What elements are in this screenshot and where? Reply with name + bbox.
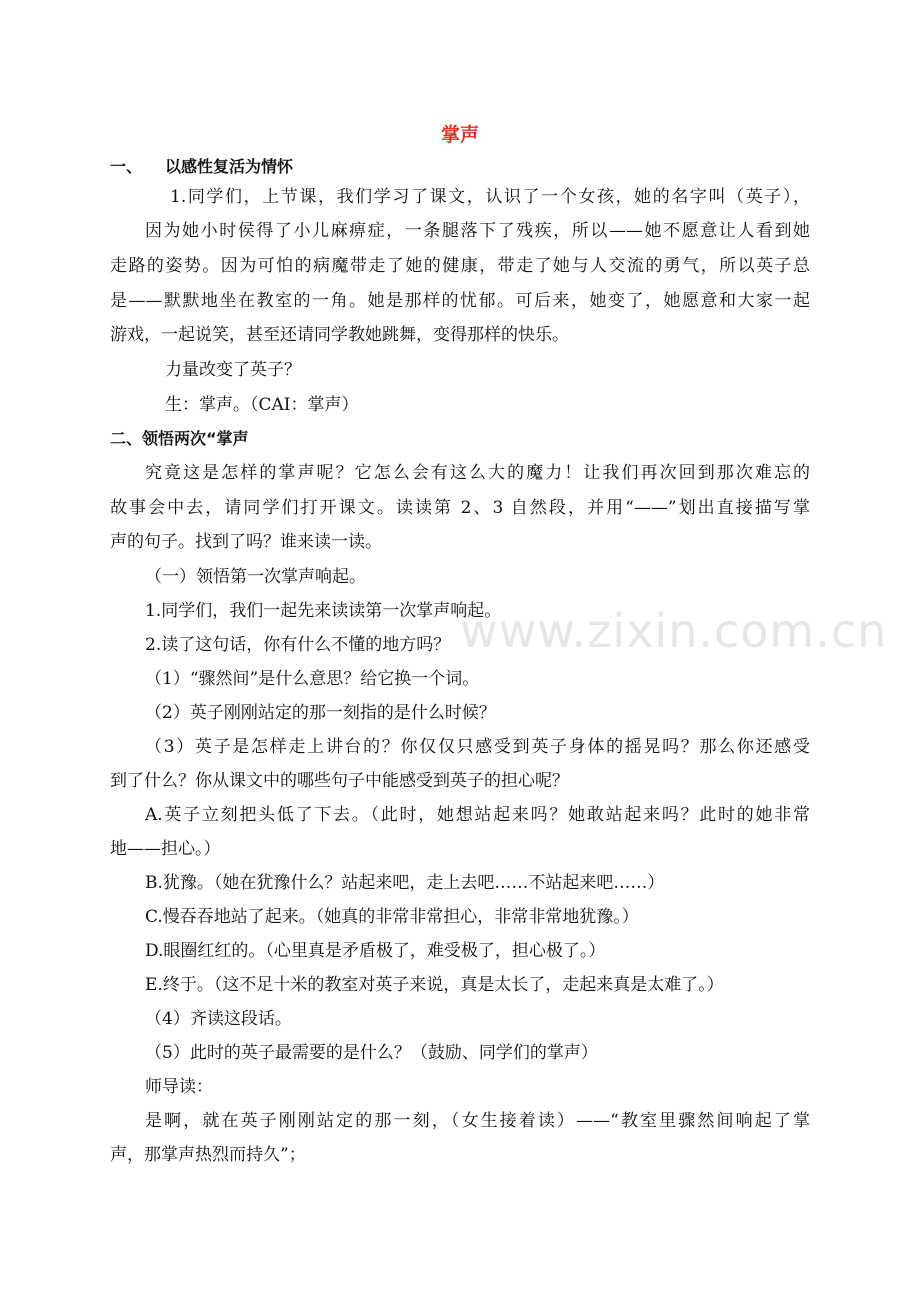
- paragraph-line: 究竟这是怎样的掌声呢？它怎么会有这么大的魔力！让我们再次回到那次难忘的: [145, 463, 810, 483]
- paragraph-line: （5）此时的英子最需要的是什么？（鼓励、同学们的掌声）: [145, 1043, 598, 1063]
- paragraph-line: （一）领悟第一次掌声响起。: [145, 567, 366, 587]
- paragraph-line: （1）“骤然间”是什么意思？给它换一个词。: [145, 669, 480, 689]
- section-number: 一、: [110, 157, 143, 176]
- paragraph-line: A.英子立刻把头低了下去。（此时，她想站起来吗？她敢站起来吗？此时的她非常: [145, 805, 810, 825]
- paragraph-line: 2.读了这句话，你有什么不懂的地方吗？: [145, 635, 451, 655]
- document-title: 掌声: [440, 124, 479, 146]
- section-heading-2: 二、领悟两次“掌声: [110, 429, 249, 448]
- paragraph-line: （3）英子是怎样走上讲台的？你仅仅只感受到英子身体的摇晃吗？那么你还感受: [145, 737, 810, 757]
- paragraph-line: 声的句子。找到了吗？谁来读一读。: [110, 532, 382, 552]
- paragraph-line: E.终于。（这不足十米的教室对英子来说，真是太长了，走起来真是太难了。）: [145, 975, 724, 995]
- paragraph-line: D.眼圈红红的。（心里真是矛盾极了，难受极了，担心极了。）: [145, 941, 606, 961]
- paragraph-line: （2）英子刚刚站定的那一刻指的是什么时候？: [145, 703, 496, 723]
- paragraph-line: 师导读：: [145, 1077, 213, 1097]
- paragraph-line: B.犹豫。（她在犹豫什么？站起来吧，走上去吧……不站起来吧……）: [145, 873, 665, 893]
- paragraph-line: 1.同学们，上节课，我们学习了课文，认识了一个女孩，她的名字叫（英子），: [170, 187, 810, 207]
- paragraph-line: 到了什么？你从课文中的哪些句子中能感受到英子的担心呢？: [110, 771, 569, 791]
- paragraph-line: （4）齐读这段话。: [145, 1009, 292, 1029]
- paragraph-line: 声，那掌声热烈而持久”；: [110, 1145, 306, 1165]
- paragraph-line: 生：掌声。（CAI：掌声）: [165, 395, 359, 415]
- paragraph-line: 因为她小时侯得了小儿麻痹症，一条腿落下了残疾，所以——她不愿意让人看到她: [145, 221, 810, 241]
- paragraph-line: 游戏，一起说笑，甚至还请同学教她跳舞，变得那样的快乐。: [110, 325, 569, 345]
- paragraph-line: 故事会中去，请同学们打开课文。读读第 2、3 自然段，并用“——”划出直接描写掌: [110, 498, 810, 518]
- paragraph-line: 是——默默地坐在教室的一角。她是那样的忧郁。可后来，她变了，她愿意和大家一起: [110, 291, 810, 311]
- section-title: 以感性复活为情怀: [165, 157, 294, 176]
- paragraph-line: 力量改变了英子？: [165, 360, 301, 380]
- paragraph-line: 地——担心。）: [110, 839, 221, 859]
- paragraph-line: 1.同学们，我们一起先来读读第一次掌声响起。: [145, 601, 502, 621]
- paragraph-line: C.慢吞吞地站了起来。（她真的非常非常担心，非常非常地犹豫。）: [145, 907, 639, 927]
- watermark: www.zixin.com.cn: [460, 604, 888, 658]
- paragraph-line: 走路的姿势。因为可怕的病魔带走了她的健康，带走了她与人交流的勇气，所以英子总: [110, 256, 810, 276]
- paragraph-line: 是啊，就在英子刚刚站定的那一刻，（女生接着读）——“教室里骤然间响起了掌: [145, 1111, 810, 1131]
